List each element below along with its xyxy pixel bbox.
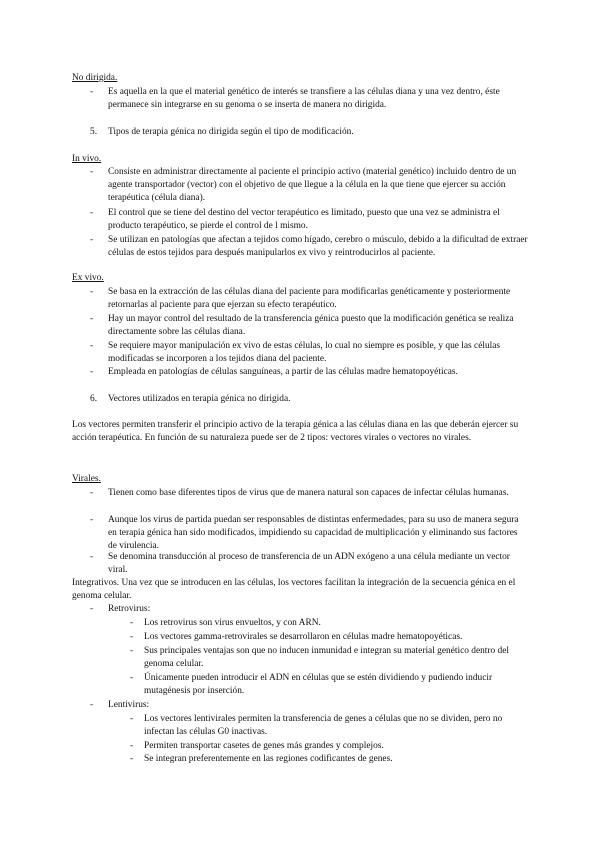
list-item-text: Hay un mayor control del resultado de la transferencia génica puesto que la modificación genética se realiza directamente sobre las células diana. [108, 314, 514, 338]
list-item [90, 166, 528, 206]
sub-list-item [130, 713, 534, 739]
bullet-dash: - [130, 618, 134, 628]
list-item-text: Se requiere mayor manipulación ex vivo de estas células, lo cual no siempre es posible, y que las células modificadas se incorporen a los tejidos diana del paciente. [108, 341, 501, 365]
list-item [90, 234, 528, 260]
list-item [90, 487, 528, 500]
list-item-lentivirus [90, 699, 528, 712]
sub-list-item [130, 753, 534, 766]
sub-list-item [130, 740, 534, 753]
sub-list-item [130, 672, 534, 698]
bullet-dash: - [130, 632, 134, 642]
list-item-text: Tienen como base diferentes tipos de virus que de manera natural son capaces de infectar células humanas. [108, 488, 509, 498]
sub-list-item-text: Permiten transportar casetes de genes más grandes y complejos. [144, 741, 384, 751]
sub-list-item [130, 645, 534, 671]
section-5 [90, 126, 528, 139]
section-title: Tipos de terapia génica no dirigida según el tipo de modificación. [108, 127, 354, 137]
sub-list-item-text: Los vectores lentivirales permiten la transferencia de genes a células que no se dividen, pero no infectan las células G0 inactivas. [144, 714, 503, 738]
bullet-dash: - [130, 741, 134, 751]
heading-virales: Virales. [72, 474, 101, 484]
list-item-text: Empleada en patologías de células sanguíneas, a partir de las células madre hematopoyéticas. [108, 367, 458, 377]
sub-list-item-text: Únicamente pueden introducir el ADN en células que se estén dividiendo y pudiendo inducir mutagénesis por inserción. [144, 673, 493, 697]
list-item-retrovirus [90, 603, 528, 616]
intro-paragraph: Los vectores permiten transferir el principio activo de la terapia génica a las células diana en las que deberán ejercer su acción terapéutica. En función de su naturaleza puede ser de 2 tipos: vectores virales o vectores no virales. [72, 420, 519, 444]
list-item-label: Retrovirus: [108, 604, 151, 614]
heading-ex-vivo: Ex vivo. [72, 273, 104, 283]
bullet-dash: - [90, 367, 94, 377]
heading-in-vivo: In vivo. [72, 154, 102, 164]
sub-list-item-text: Los retrovirus son virus envueltos, y con ARN. [144, 618, 321, 628]
section-6 [90, 393, 528, 406]
list-item [90, 366, 528, 379]
sub-list-item [130, 631, 534, 644]
bullet-dash: - [90, 287, 94, 297]
list-item-text: Aunque los virus de partida puedan ser responsables de distintas enfermedades, para su uso de manera segura en terapia génica han sido modificados, impidiendo su capacidad de multiplicación y eliminando sus factores de virulencia. [108, 515, 519, 552]
bullet-dash: - [130, 673, 134, 683]
list-item [90, 551, 528, 577]
list-item-label: Lentivirus: [108, 700, 150, 710]
bullet-dash: - [90, 515, 94, 525]
bullet-dash: - [90, 235, 94, 245]
list-item [90, 340, 528, 366]
list-item [90, 207, 528, 233]
list-item-text: Se basa en la extracción de las células diana del paciente para modificarlas genéticamente y posteriormente retornarlas al paciente para que ejerzan su efecto terapéutico. [108, 287, 511, 311]
list-item-text: El control que se tiene del destino del vector terapéutico es limitado, puesto que una vez se administra el producto terapéutico, se pierde el control de l mismo. [108, 208, 500, 232]
list-item-text: Es aquella en la que el material genético de interés se transfiere a las células diana y una vez dentro, éste permanece sin integrarse en su genoma o se inserta de manera no dirigida. [108, 87, 500, 111]
list-item-text: Consiste en administrar directamente al paciente el principio activo (material genético) incluido dentro de un agente transportador (vector) con el objetivo de que llegue a la célula en la que tiene que ejercer su acción terapéutica (célula diana). [108, 167, 517, 204]
section-title: Vectores utilizados en terapia génica no dirigida. [108, 394, 291, 404]
integrativos-paragraph: Integrativos. Una vez que se introducen en las células, los vectores facilitan la integración de la secuencia génica en el genoma celular. [72, 578, 516, 602]
sub-list-item-text: Se integran preferentemente en las regiones codificantes de genes. [144, 754, 393, 764]
sub-list-item-text: Sus principales ventajas son que no inducen inmunidad e integran su material genético dentro del genoma celular. [144, 646, 510, 670]
list-item-text: Se utilizan en patologías que afectan a tejidos como hígado, cerebro o músculo, debido a la dificultad de extraer células de estos tejidos para después manipularlos ex vivo y reintroducirlos al paciente. [108, 235, 528, 259]
section-number: 6. [90, 394, 98, 404]
bullet-dash: - [90, 314, 94, 324]
bullet-dash: - [90, 604, 94, 614]
list-item [90, 514, 528, 554]
sub-list-item-text: Los vectores gamma-retrovirales se desarrollaron en células madre hematopoyéticas. [144, 632, 463, 642]
bullet-dash: - [130, 646, 134, 656]
list-item-text: Se denomina transducción al proceso de transferencia de un ADN exógeno a una célula mediante un vector viral. [108, 552, 510, 576]
bullet-dash: - [130, 754, 134, 764]
bullet-dash: - [90, 167, 94, 177]
section-number: 5. [90, 127, 98, 137]
sub-list-item [130, 617, 534, 630]
list-item [90, 86, 528, 112]
bullet-dash: - [90, 552, 94, 562]
list-item [90, 313, 528, 339]
bullet-dash: - [130, 714, 134, 724]
bullet-dash: - [90, 700, 94, 710]
bullet-dash: - [90, 341, 94, 351]
bullet-dash: - [90, 208, 94, 218]
list-item [90, 286, 528, 312]
bullet-dash: - [90, 488, 94, 498]
heading-no-dirigida: No dirigida. [72, 73, 118, 83]
bullet-dash: - [90, 87, 94, 97]
